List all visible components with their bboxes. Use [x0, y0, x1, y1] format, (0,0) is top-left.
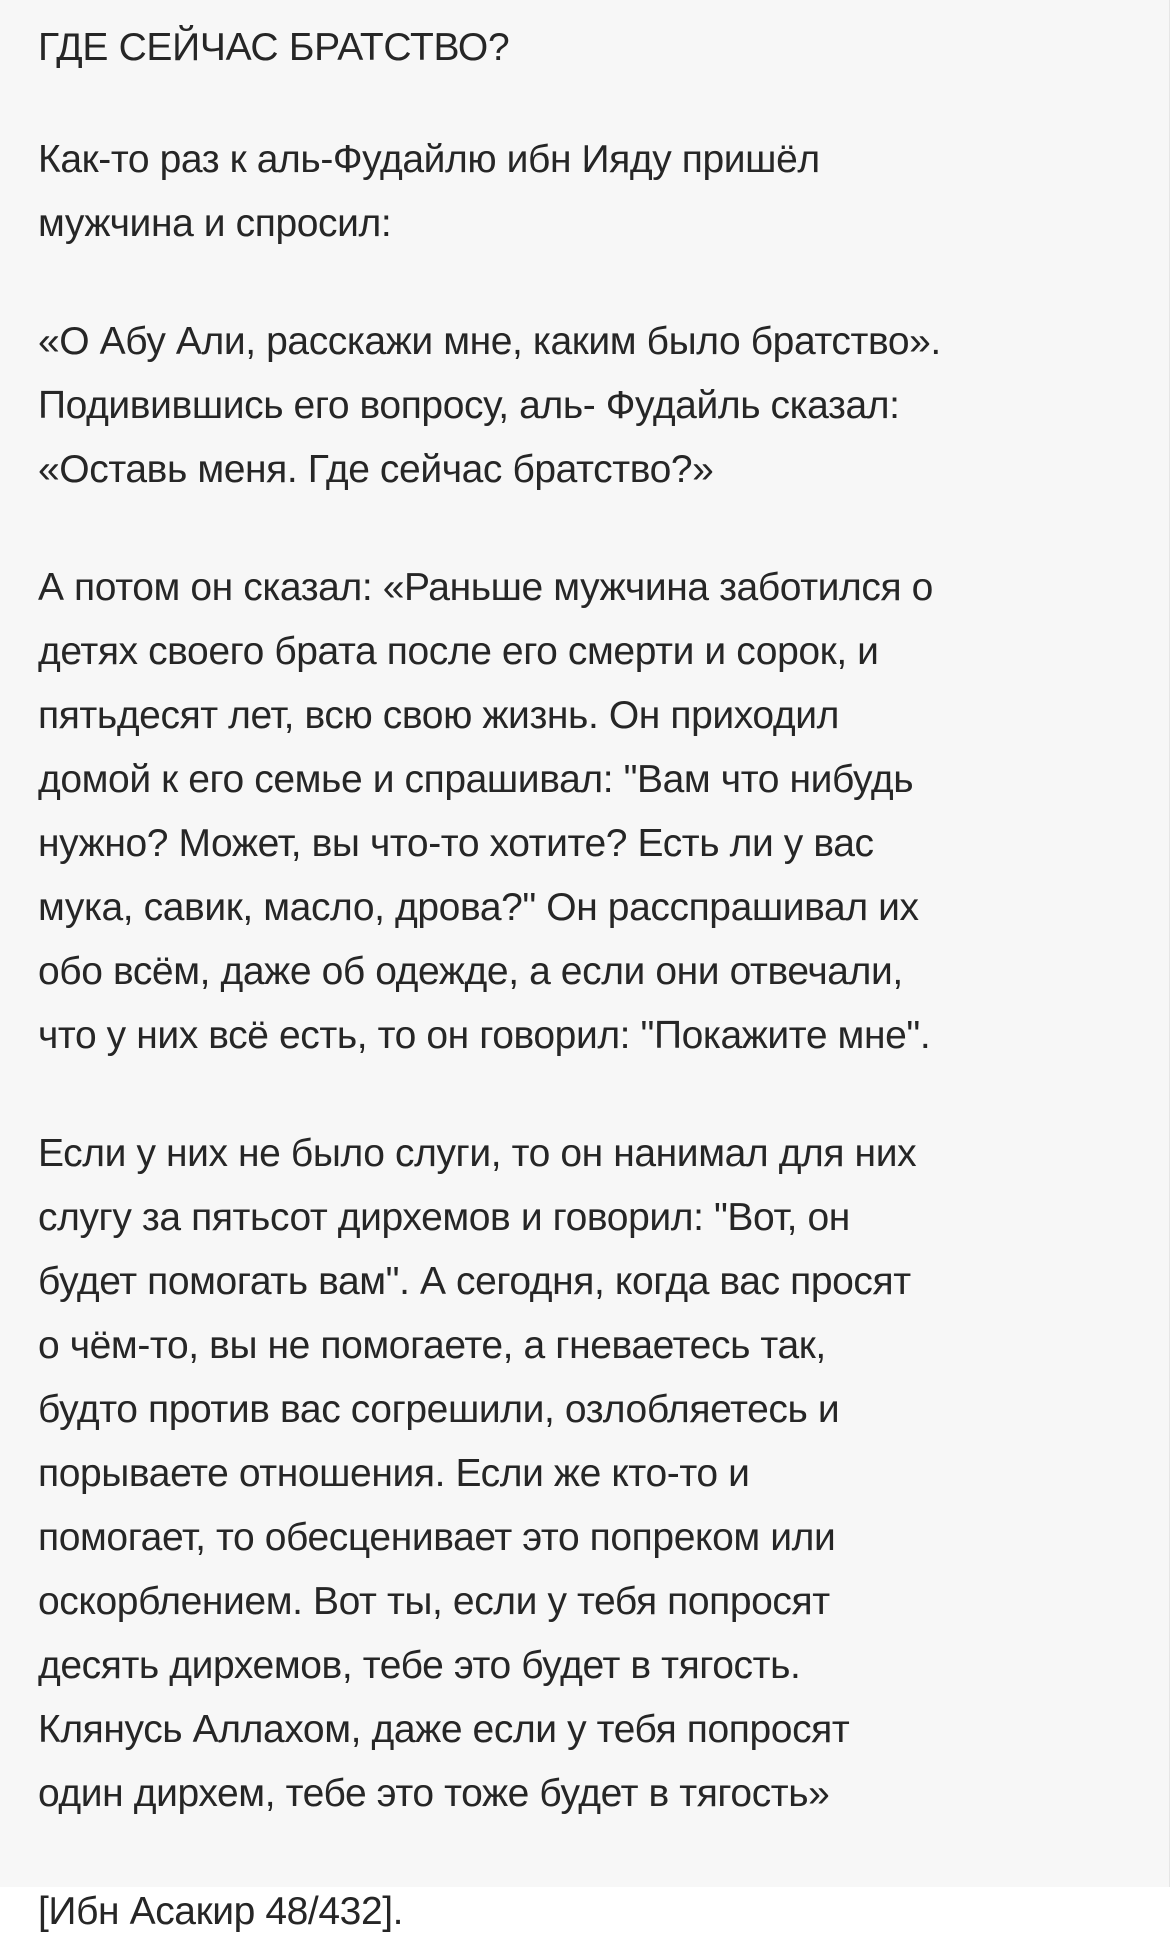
text-line: помогает, то обесценивает это попреком или: [38, 1516, 836, 1559]
text-line: будет помогать вам". А сегодня, когда вас просят: [38, 1260, 911, 1303]
text-line: слугу за пятьсот дирхемов и говорил: "Вот, он: [38, 1196, 850, 1239]
text-line: оскорблением. Вот ты, если у тебя попросят: [38, 1580, 830, 1623]
document-title: ГДЕ СЕЙЧАС БРАТСТВО?: [38, 26, 510, 69]
text-line: Если у них не было слуги, то он нанимал для них: [38, 1132, 917, 1175]
text-line: что у них всё есть, то он говорил: "Покажите мне".: [38, 1014, 931, 1057]
paragraph-4: [38, 1122, 1129, 1826]
text-line: «Оставь меня. Где сейчас братство?»: [38, 448, 714, 491]
text-line: порываете отношения. Если же кто-то и: [38, 1452, 750, 1495]
text-line: обо всём, даже об одежде, а если они отвечали,: [38, 950, 903, 993]
text-line: детях своего брата после его смерти и сорок, и: [38, 630, 879, 673]
paragraph-1: [38, 128, 1129, 256]
text-line: Как-то раз к аль-Фудайлю ибн Ияду пришёл: [38, 138, 820, 181]
text-line: мужчина и спросил:: [38, 202, 392, 245]
text-line: о чём-то, вы не помогаете, а гневаетесь так,: [38, 1324, 826, 1367]
text-line: домой к его семье и спрашивал: "Вам что нибудь: [38, 758, 914, 801]
paragraph-2: [38, 310, 1129, 502]
text-line: Подивившись его вопросу, аль- Фудайль сказал:: [38, 384, 900, 427]
text-line: «О Абу Али, расскажи мне, каким было братство».: [38, 320, 941, 363]
text-line: пятьдесят лет, всю свою жизнь. Он приходил: [38, 694, 839, 737]
source-citation: [Ибн Асакир 48/432].: [38, 1890, 404, 1933]
text-line: Клянусь Аллахом, даже если у тебя попросят: [38, 1708, 850, 1751]
text-line: мука, савик, масло, дрова?" Он расспрашивал их: [38, 886, 919, 929]
text-line: будто против вас согрешили, озлобляетесь и: [38, 1388, 840, 1431]
text-line: А потом он сказал: «Раньше мужчина заботился о: [38, 566, 933, 609]
text-line: десять дирхемов, тебе это будет в тягость.: [38, 1644, 801, 1687]
paragraph-3: [38, 556, 1129, 1068]
text-line: один дирхем, тебе это тоже будет в тягость»: [38, 1772, 830, 1815]
text-line: нужно? Может, вы что-то хотите? Есть ли у вас: [38, 822, 874, 865]
